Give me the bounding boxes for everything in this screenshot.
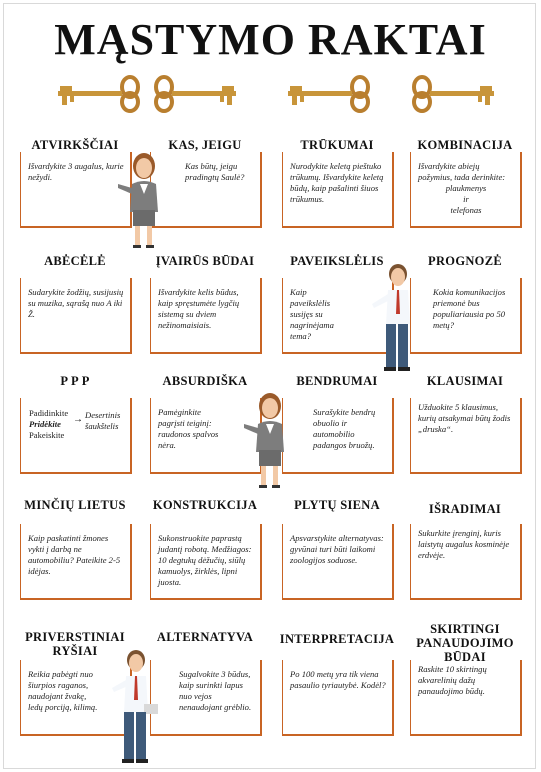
card-box (20, 524, 132, 600)
card-title: PRIVERSTINIAI RYŠIAI (25, 630, 125, 658)
card-text: Išvardykite 3 augalus, kurie nežydi. (28, 161, 124, 182)
ppp-diagram (29, 408, 68, 441)
card-title: SKIRTINGI PANAUDOJIMO BŪDAI (416, 622, 514, 664)
card-box (410, 660, 522, 736)
ppp-word: Pakeiskite (29, 430, 65, 440)
card-title: PLYTŲ SIENA (294, 498, 380, 512)
card-text: Nurodykite keletą pieštuko trūkumų. Išvardykite keletą būdų, kaip pašalinti šiuos trūkumus. (290, 161, 384, 204)
card-text: Kaip paskatinti žmones vykti į darbą ne automobiliu? Pateikite 2-5 idėjas. (28, 533, 121, 576)
card-title: INTERPRETACIJA (279, 632, 395, 646)
arrow-icon: → (73, 414, 83, 425)
key-icon (286, 74, 378, 114)
card-text: Sukonstruokite paprastą judantį robotą. Medžiagos: 10 degtukų dėžučių, siūlų kamuolys, žirklės, lipni juosta. (158, 533, 252, 587)
card-text: Pamėginkite pagrįsti teiginį: raudonos spalvos nėra. (158, 407, 219, 450)
card-box (150, 660, 262, 736)
card-box (282, 660, 394, 736)
card-title: BENDRUMAI (296, 374, 378, 388)
card-text: Surašykite bendrų obuolio ir automobilio padangos bruožų. (313, 407, 376, 450)
card-title: ĮVAIRŪS BŪDAI (155, 254, 255, 268)
card-box (150, 278, 262, 354)
card-title: P P P (60, 374, 90, 388)
card-title: ABĖCĖLĖ (44, 254, 106, 268)
card-title: TRŪKUMAI (300, 138, 374, 152)
card-text: Išvardykite kelis būdus, kaip spręstumėte lygčių sistemą su dviem nežinomaisiais. (158, 287, 240, 330)
card-box (282, 398, 394, 474)
card-text: Kaip paveikslėlis susijęs su nagrinėjama tema? (290, 287, 334, 341)
card-box (282, 152, 394, 228)
man-figure (108, 648, 164, 766)
card-box (410, 152, 522, 228)
card-text: ir (463, 194, 469, 204)
card-text: Sudarykite žodžių, susijusių su muzika, sąrašą nuo A iki Ž. (28, 287, 124, 319)
card-text: Po 100 metų yra tik viena pasaulio tyriautybė. Kodėl? (290, 669, 386, 690)
card-title: KLAUSIMAI (426, 374, 504, 388)
card-box (20, 398, 132, 474)
card-text: Sugalvokite 3 būdus, kaip surinkti lapus nuo vejos nenaudojant grėblio. (179, 669, 252, 712)
card-box (410, 524, 522, 600)
ppp-word: Pridėkite (29, 419, 61, 429)
card-title: ALTERNATYVA (156, 630, 254, 644)
card-box (410, 398, 522, 474)
ppp-result: Desertinis šaukštelis (85, 410, 121, 431)
card-title: MINČIŲ LIETUS (24, 498, 126, 512)
card-text: Išvardykite abiejų požymius, tada derinkite: (418, 161, 506, 182)
key-icon (404, 74, 496, 114)
card-text: telefonas (450, 205, 482, 215)
card-box (20, 278, 132, 354)
card-text: Reikia pabėgti nuo šiurpios raganos, naudojant žvakę, ledų porciją, kilimą. (28, 669, 98, 712)
card-text: Kas būtų, jeigu pradingtų Saulė? (185, 161, 245, 182)
card-text: Užduokite 5 klausimus, kurių atsakymai būtų žodis „druska“. (418, 402, 511, 434)
card-title: PROGNOZĖ (428, 254, 502, 268)
card-title: PAVEIKSLĖLIS (290, 254, 384, 268)
key-icon (56, 74, 148, 114)
card-text: Raskite 10 skirtingų akvarelinių dažų panaudojimo būdų. (418, 664, 487, 696)
card-box (410, 278, 522, 354)
card-title: ABSURDIŠKA (162, 374, 248, 388)
ppp-word: Padidinkite (29, 408, 69, 418)
card-box (282, 524, 394, 600)
card-title: KOMBINACIJA (417, 138, 513, 152)
woman-figure (114, 150, 170, 250)
card-title: IŠRADIMAI (428, 502, 502, 516)
card-title: KONSTRUKCIJA (152, 498, 258, 512)
key-icon (146, 74, 238, 114)
card-text: Sukurkite įrenginį, kuris laistytų augalus kosminėje erdvėje. (418, 528, 510, 560)
card-box (150, 524, 262, 600)
page-title: MĄSTYMO RAKTAI (54, 15, 487, 64)
woman-figure (240, 390, 296, 490)
card-text: Apsvarstykite alternatyvas: gyvūnai turi būti laikomi zoologijos soduose. (290, 533, 384, 565)
card-title: ATVIRKŠČIAI (31, 138, 119, 152)
card-text: Kokia komunikacijos priemonė bus populiariausia po 50 metų? (433, 287, 506, 330)
card-title: KAS, JEIGU (168, 138, 242, 152)
man-figure (366, 262, 416, 374)
card-text: plaukmenys (445, 183, 487, 193)
